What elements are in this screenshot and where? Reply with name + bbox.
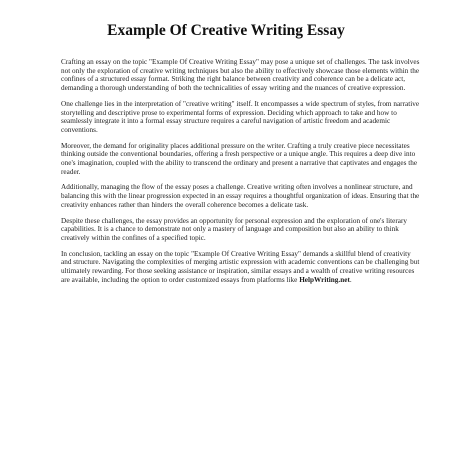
paragraph-conclusion	[61, 250, 421, 285]
brand-link[interactable]: HelpWriting.net	[299, 275, 350, 284]
document-title: Example Of Creative Writing Essay	[107, 22, 345, 39]
paragraph-flow: Additionally, managing the flow of the essay poses a challenge. Creative writing often involves a nonlinear structure, and balancing this with the linear progression expected in an essay requires a thoughtful organization of ideas. Ensuring that the creativity enhances rather than hinders the overall coherence becomes a delicate task.	[61, 183, 420, 209]
document-body	[61, 58, 421, 291]
paragraph-interpretation: One challenge lies in the interpretation of "creative writing" itself. It encompasses a wide spectrum of styles, from narrative storytelling and descriptive prose to experimental forms of expression. Deciding which approach to take and how to seamlessly integrate it into a formal essay structure requires a careful navigation of artistic freedom and academic conventions.	[61, 99, 420, 134]
paragraph-opportunity: Despite these challenges, the essay provides an opportunity for personal expression and the exploration of one's literary capabilities. It is a chance to demonstrate not only a mastery of language and composition but also an ability to think creatively within the confines of a specified topic.	[61, 216, 408, 242]
paragraph-originality: Moreover, the demand for originality places additional pressure on the writer. Crafting a truly creative piece necessitates thinking outside the conventional boundaries, offering a fresh perspective or a unique angle. This requires a deep dive into one's imagination, coupled with the ability to transcend the ordinary and present a narrative that captivates and engages the reader.	[61, 141, 418, 176]
conclusion-text: In conclusion, tackling an essay on the topic "Example Of Creative Writing Essay" demands a skillful blend of creativity and structure. Navigating the complexities of merging artistic expression with academic conventions can be challenging but ultimately rewarding. For those seeking assistance or inspiration, similar essays and a wealth of creative writing resources are available, including the option to order customized essays from platforms like	[61, 249, 420, 284]
paragraph-intro: Crafting an essay on the topic "Example Of Creative Writing Essay" may pose a unique set of challenges. The task involves not only the exploration of creative writing techniques but also the ability to effectively showcase those elements within the confines of a structured essay format. Striking the right balance between creativity and coherence can be a delicate act, demanding a thorough understanding of both the technicalities of essay writing and the nuances of creative expression.	[61, 58, 420, 93]
conclusion-end: .	[349, 275, 352, 284]
